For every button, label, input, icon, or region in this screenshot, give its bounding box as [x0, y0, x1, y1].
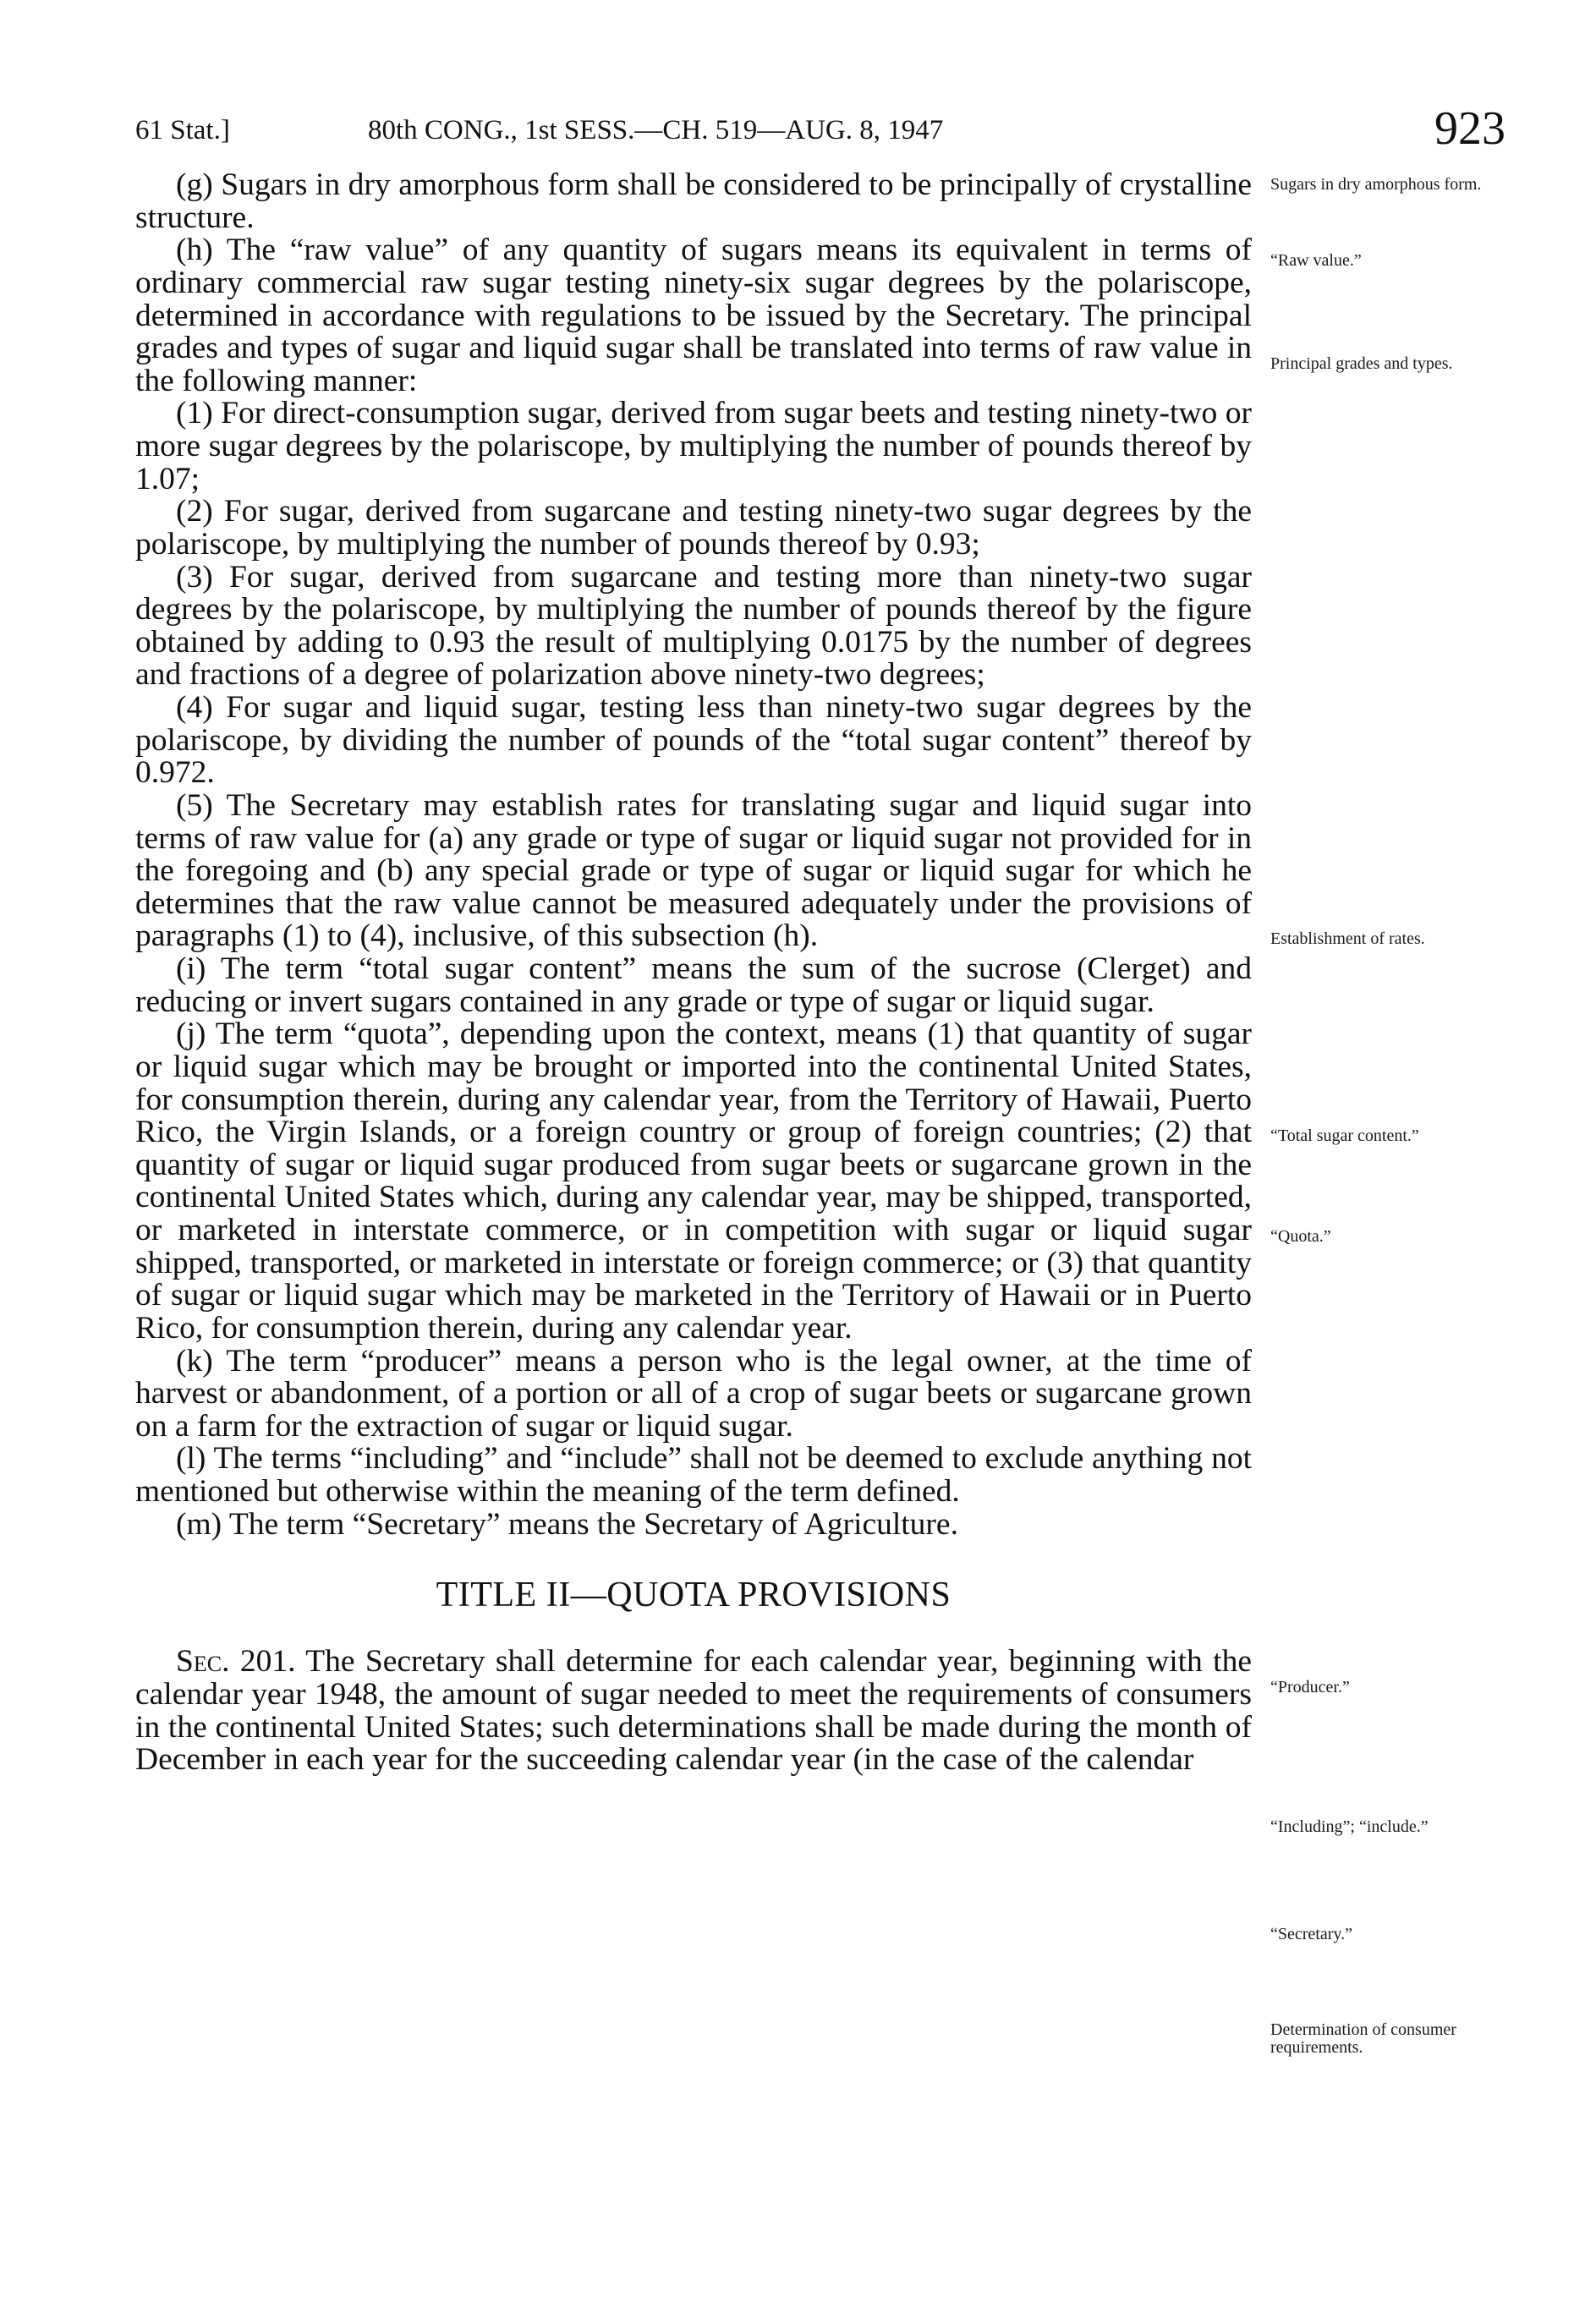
session-chapter-heading: 80th CONG., 1st SESS.—CH. 519—AUG. 8, 1947: [368, 115, 944, 145]
margin-note-quota: “Quota.”: [1270, 1227, 1331, 1246]
section-201: [135, 1646, 1252, 1777]
title-ii-heading: TITLE II—QUOTA PROVISIONS: [436, 1576, 952, 1615]
paragraph-h-5: (5) The Secretary may establish rates for translating sugar and liquid sugar into terms of raw value for (a) any grade or type of sugar or liquid sugar not provided for in the foregoing and (b) any special grade or type of sugar or liquid sugar for which he determines that the raw value cannot be measured adequately under the provisions of paragraphs (1) to (4), inclusive, of this subsection (h).: [135, 787, 1252, 954]
margin-note-secretary: “Secretary.”: [1270, 1925, 1352, 1943]
margin-note-sugars-amorphous: Sugars in dry amorphous form.: [1270, 175, 1482, 194]
section-201-label: Sec. 201.: [176, 1644, 296, 1680]
paragraph-g: (g) Sugars in dry amorphous form shall be considered to be principally of crystalline structure.: [135, 167, 1252, 235]
margin-note-establishment-rates: Establishment of rates.: [1270, 929, 1425, 948]
margin-note-principal-grades: Principal grades and types.: [1270, 354, 1453, 373]
paragraph-h-4: (4) For sugar and liquid sugar, testing less than ninety-two sugar degrees by the polariscope, by dividing the number of pounds of the “total sugar content” thereof by 0.972.: [135, 690, 1252, 791]
margin-note-raw-value: “Raw value.”: [1270, 251, 1362, 270]
section-201-text: The Secretary shall determine for each calendar year, beginning with the calendar year 1948, the amount of sugar needed to meet the requirements of consumers in the continental United States; such determinations shall be made during the month of December in each year for the succeeding calendar year (in the case of the calendar: [135, 1644, 1252, 1778]
paragraph-l: (l) The terms “including” and “include” shall not be deemed to exclude anything not mentioned but otherwise within the meaning of the term defined.: [135, 1441, 1252, 1509]
paragraph-h-3: (3) For sugar, derived from sugarcane and testing more than ninety-two sugar degrees by the polariscope, by multiplying the number of pounds thereof by the figure obtained by adding to 0.93 the result of multiplying 0.0175 by the number of degrees and fractions of a degree of polarization above ninety-two degrees;: [135, 559, 1252, 693]
paragraph-m: (m) The term “Secretary” means the Secretary of Agriculture.: [176, 1506, 958, 1542]
page-number: 923: [1434, 102, 1505, 155]
paragraph-h-1: (1) For direct-consumption sugar, derived from sugar beets and testing ninety-two or more sugar degrees by the polariscope, by multiplying the number of pounds thereof by 1.07;: [135, 396, 1252, 496]
paragraph-h: (h) The “raw value” of any quantity of sugars means its equivalent in terms of ordinary commercial raw sugar testing ninety-six sugar degrees by the polariscope, determined in accordance with regulations to be issued by the Secretary. The principal grades and types of sugar and liquid sugar shall be translated into terms of raw value in the following manner:: [135, 233, 1252, 398]
statute-reference: 61 Stat.]: [135, 115, 230, 145]
margin-note-consumer-requirements: Determination of consumer requirements.: [1270, 2020, 1456, 2057]
paragraph-j: (j) The term “quota”, depending upon the context, means (1) that quantity of sugar or liquid sugar which may be brought or imported into the continental United States, for consumption therein, during any calendar year, from the Territory of Hawaii, Puerto Rico, the Virgin Islands, or a foreign country or group of foreign countries; (2) that quantity of sugar or liquid sugar produced from sugar beets or sugarcane grown in the continental United States which, during any calendar year, may be shipped, transported, or marketed in interstate commerce, or in competition with sugar or liquid sugar shipped, transported, or marketed in interstate or foreign commerce; or (3) that quantity of sugar or liquid sugar which may be marketed in the Territory of Hawaii or in Puerto Rico, for consumption therein, during any calendar year.: [135, 1017, 1252, 1346]
paragraph-i: (i) The term “total sugar content” means the sum of the sucrose (Clerget) and reducing or invert sugars contained in any grade or type of sugar or liquid sugar.: [135, 951, 1252, 1019]
margin-note-producer: “Producer.”: [1270, 1678, 1350, 1696]
margin-note-total-sugar-content: “Total sugar content.”: [1270, 1126, 1419, 1145]
page-header: [135, 100, 1505, 159]
margin-note-including: “Including”; “include.”: [1270, 1817, 1429, 1836]
paragraph-h-2: (2) For sugar, derived from sugarcane and testing ninety-two sugar degrees by the polariscope, by multiplying the number of pounds thereof by 0.93;: [135, 494, 1252, 562]
main-text: [135, 169, 1252, 1777]
paragraph-k: (k) The term “producer” means a person who is the legal owner, at the time of harvest or abandonment, of a portion or all of a crop of sugar beets or sugarcane grown on a farm for the extraction of sugar or liquid sugar.: [135, 1343, 1252, 1444]
